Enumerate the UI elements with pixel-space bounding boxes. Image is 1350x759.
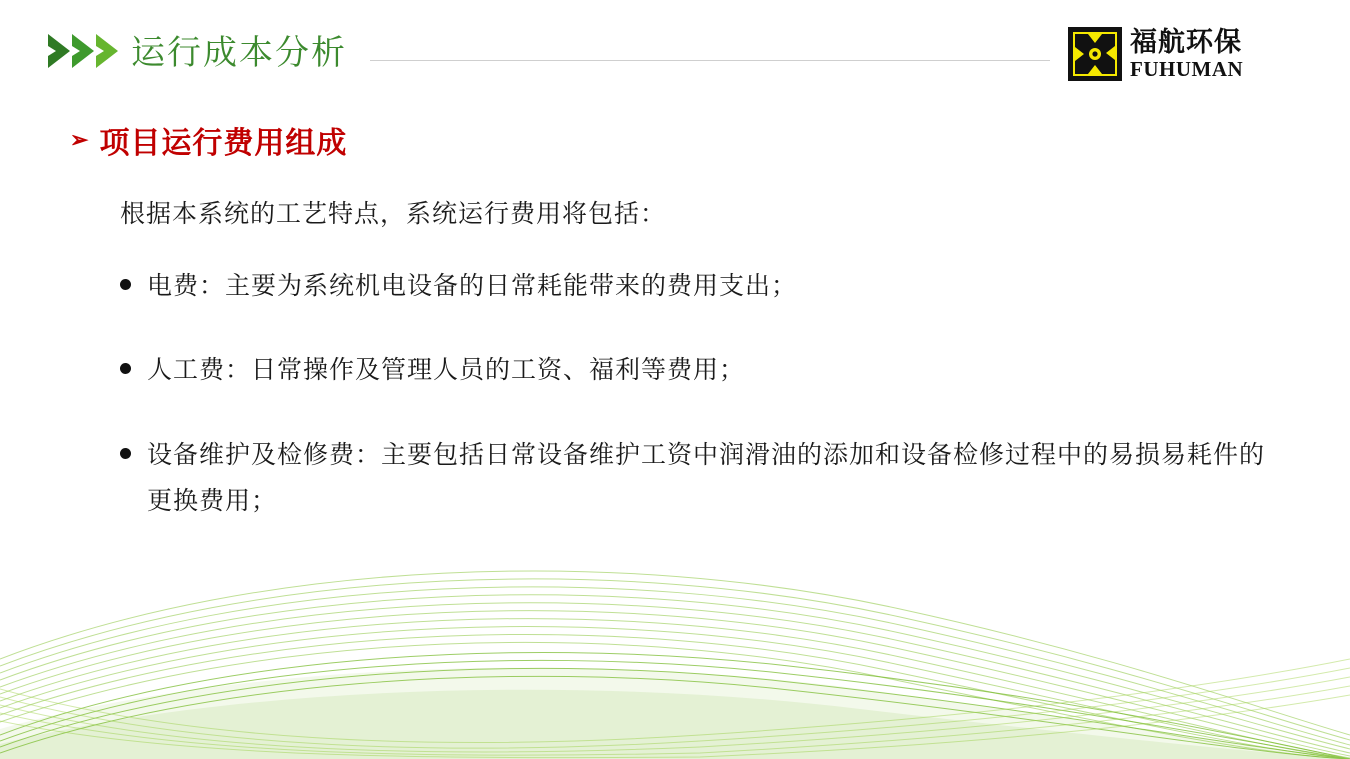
list-item-label: 人工费：日常操作及管理人员的工资、福利等费用； xyxy=(147,357,746,385)
section-heading xyxy=(70,118,1350,162)
section-heading-label: 项目运行费用组成 xyxy=(99,127,348,160)
header-divider xyxy=(370,60,1050,61)
bullet-dot-icon xyxy=(120,363,131,374)
slide-header xyxy=(0,0,1350,110)
list-item xyxy=(120,264,1280,310)
bullet-dot-icon xyxy=(120,279,131,290)
arrow-bullet-icon: ➢ xyxy=(70,127,90,152)
intro-paragraph: 根据本系统的工艺特点，系统运行费用将包括： xyxy=(120,201,667,228)
logo-text xyxy=(1130,26,1244,81)
double-chevron-right-icon xyxy=(48,32,120,70)
list-item xyxy=(120,348,1280,394)
company-logo xyxy=(1068,25,1268,83)
page-title: 运行成本分析 xyxy=(131,35,347,72)
bullet-dot-icon xyxy=(120,448,131,459)
list-item-label: 设备维护及检修费：主要包括日常设备维护工资中润滑油的添加和设备检修过程中的易损易耗件的更换费用； xyxy=(147,441,1266,515)
list-item-label: 电费：主要为系统机电设备的日常耗能带来的费用支出； xyxy=(147,273,798,300)
slide-content xyxy=(0,118,1350,563)
logo-cn-name: 福航环保 xyxy=(1130,26,1242,57)
fuhuman-logo-mark-icon xyxy=(1068,27,1122,81)
green-wave-graphic xyxy=(0,539,1350,759)
logo-en-name: FUHUMAN xyxy=(1130,56,1244,81)
list-item xyxy=(120,433,1280,526)
bullet-list xyxy=(0,264,1350,525)
